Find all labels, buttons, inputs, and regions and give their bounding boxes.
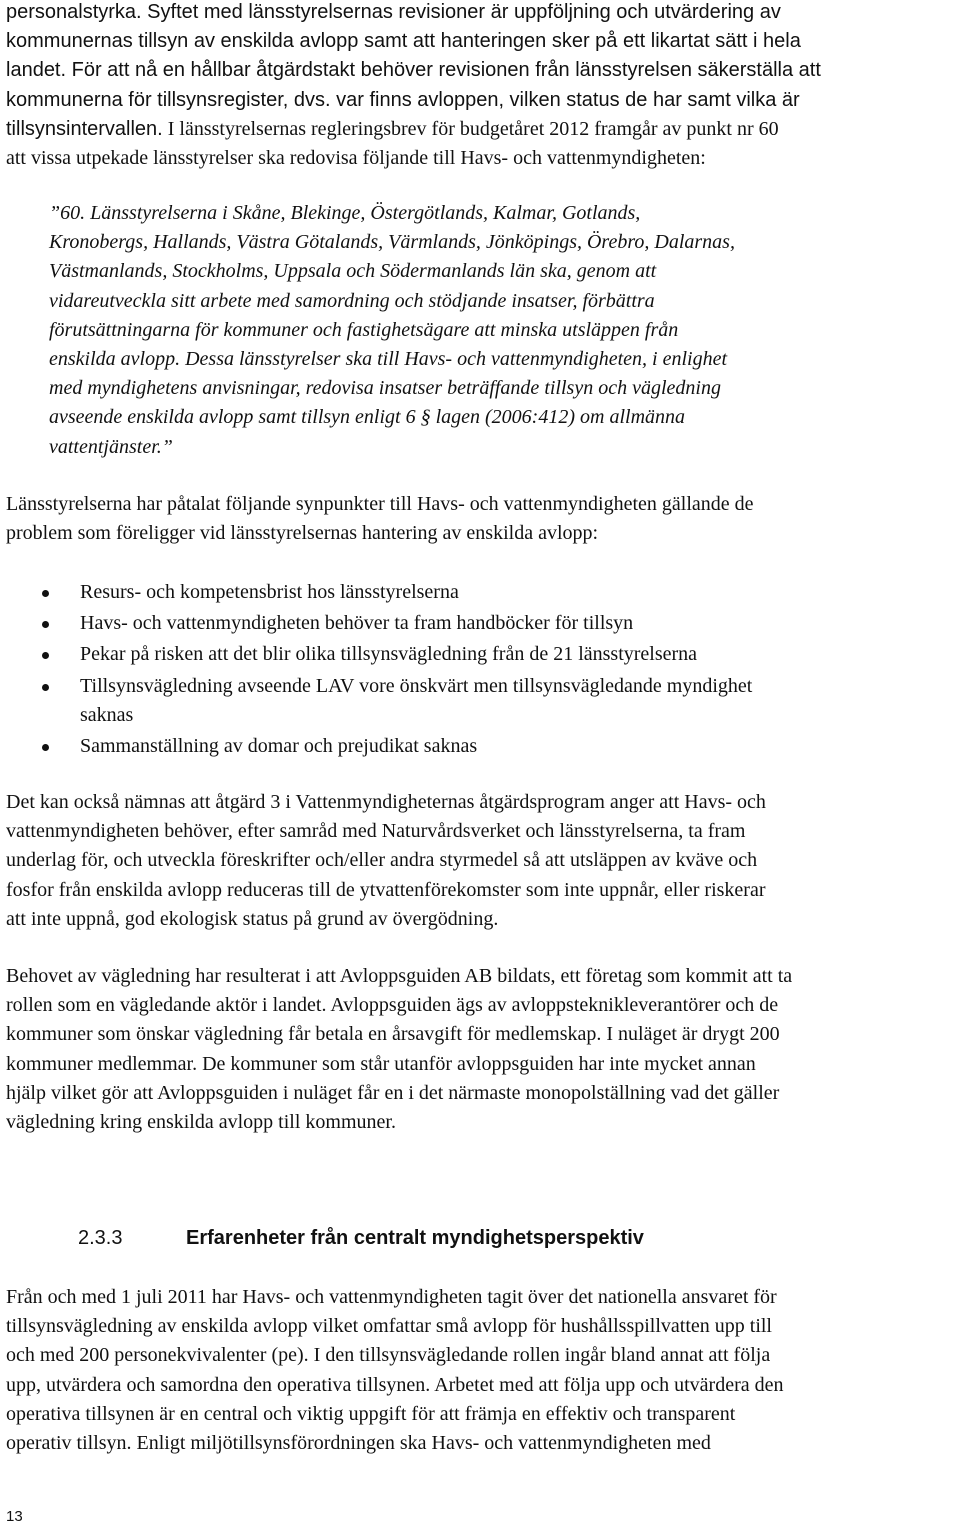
intro-line: kommunernas tillsyn av enskilda avlopp samt att hanteringen sker på ett likartat sätt i hela [6,30,801,53]
list-item-continuation: saknas [80,703,134,726]
paragraph-line: vägledning kring enskilda avlopp till kommuner. [6,1110,396,1133]
intro-line: kommunerna för tillsynsregister, dvs. var finns avloppen, vilken status de har samt vilka är [6,88,800,111]
paragraph-line: problem som föreligger vid länsstyrelsernas hantering av enskilda avlopp: [6,522,599,545]
quote-line: med myndighetens anvisningar, redovisa insatser beträffande tillsyn och vägledning [49,377,721,400]
paragraph-line: rollen som en vägledande aktör i landet. Avloppsguiden ägs av avloppsteknikleverantörer och de [6,994,779,1017]
intro-line: att vissa utpekade länsstyrelser ska redovisa följande till Havs- och vattenmyndigheten: [6,146,706,169]
list-item-text: Tillsynsvägledning avseende LAV vore önskvärt men tillsynsvägledande myndighet [80,674,753,697]
quote-line: ”60. Länsstyrelserna i Skåne, Blekinge, Östergötlands, Kalmar, Gotlands, [49,202,641,224]
intro-line: landet. För att nå en hållbar åtgärdstakt behöver revisionen från länsstyrelsen säkerställa att [6,59,821,82]
list-item-text: Resurs- och kompetensbrist hos länsstyrelserna [80,581,459,603]
quote-line: förutsättningarna för kommuner och fastighetsägare att minska utsläppen från [49,318,679,341]
paragraph-line: Från och med 1 juli 2011 har Havs- och vattenmyndigheten tagit över det nationella ansvaret för [6,1286,777,1308]
quote-line: vidareutveckla sitt arbete med samordning och stödjande insatser, förbättra [49,289,655,312]
quote-line: Västmanlands, Stockholms, Uppsala och Södermanlands län ska, genom att [49,260,657,283]
quote-line: Kronobergs, Hallands, Västra Götalands, Värmlands, Jönköpings, Örebro, Dalarnas, [49,231,735,254]
section-number: 2.3.3 [78,1227,123,1249]
paragraph-line: Behovet av vägledning har resulterat i att Avloppsguiden AB bildats, ett företag som kommit att ta [6,965,793,987]
intro-line-mixed [6,115,956,144]
hav-paragraph [6,1283,956,1458]
guide-paragraph [6,962,956,1137]
action-paragraph [6,788,956,934]
regulation-quote [49,199,956,462]
paragraph-line: fosfor från enskilda avlopp reduceras till de ytvattenförekomster som inte uppnår, eller riskerar [6,878,766,901]
bullet-icon [42,744,49,751]
bullet-icon [42,621,49,628]
quote-line: enskilda avlopp. Dessa länsstyrelser ska till Havs- och vattenmyndigheten, i enlighet [49,347,728,370]
paragraph-line: underlag för, och utveckla föreskrifter och/eller andra styrmedel så att utsläppen av kväve och [6,849,758,872]
paragraph-line: och med 200 personekvivalenter (pe). I den tillsynsvägledande rollen ingår bland annat att följa [6,1344,771,1367]
paragraph-line: operativ tillsyn. Enligt miljötillsynsförordningen ska Havs- och vattenmyndigheten med [6,1431,711,1454]
paragraph-line: kommuner som önskar vägledning får betala en årsavgift för medlemskap. I nuläget är drygt 200 [6,1023,780,1046]
paragraph-line: att inte uppnå, god ekologisk status på grund av övergödning. [6,907,499,930]
list-item-text: Sammanställning av domar och prejudikat saknas [80,735,478,758]
list-item-text: Havs- och vattenmyndigheten behöver ta fram handböcker för tillsyn [80,612,634,635]
paragraph-line: Länsstyrelserna har påtalat följande synpunkter till Havs- och vattenmyndigheten gällande de [6,493,754,515]
section-heading [78,1224,644,1252]
issues-paragraph [6,490,956,548]
list-item [6,640,956,669]
intro-paragraph [6,0,956,173]
section-title: Erfarenheter från centralt myndighetsperspektiv [186,1227,644,1249]
bullet-icon [42,590,49,597]
bullet-icon [42,684,49,691]
paragraph-line: kommuner medlemmar. De kommuner som står utanför avloppsguiden har inte mycket annan [6,1052,756,1075]
list-item [6,609,956,638]
list-item [6,578,956,607]
quote-line: vattentjänster.” [49,435,173,458]
paragraph-line: hjälp vilket gör att Avloppsguiden i nuläget får en i det närmaste monopolställning vad det gäller [6,1081,780,1104]
list-item [6,672,956,730]
list-item-text: Pekar på risken att det blir olika tillsynsvägledning från de 21 länsstyrelserna [80,643,698,666]
page-number: 13 [6,1508,23,1525]
quote-line: avseende enskilda avlopp samt tillsyn enligt 6 § lagen (2006:412) om allmänna [49,406,686,429]
intro-line: tillsynsintervallen. [6,117,163,140]
intro-serif-tail: I länsstyrelsernas regleringsbrev för budgetåret 2012 framgår av punkt nr 60 [162,117,779,140]
paragraph-line: upp, utvärdera och samordna den operativa tillsynen. Arbetet med att följa upp och utvärdera den [6,1373,784,1396]
paragraph-line: vattenmyndigheten behöver, efter samråd med Naturvårdsverket och länsstyrelserna, ta fram [6,820,746,843]
paragraph-line: tillsynsvägledning av enskilda avlopp vilket omfattar små avlopp för hushållsspillvatten upp till [6,1315,772,1338]
intro-line: personalstyrka. Syftet med länsstyrelsernas revisioner är uppföljning och utvärdering av [6,1,781,23]
paragraph-line: Det kan också nämnas att åtgärd 3 i Vattenmyndigheternas åtgärdsprogram anger att Havs- och [6,791,766,813]
list-item [6,732,956,761]
paragraph-line: operativa tillsynen är en central och viktig uppgift för att främja en effektiv och transparent [6,1402,736,1425]
issues-bullet-list [6,578,956,761]
bullet-icon [42,652,49,659]
